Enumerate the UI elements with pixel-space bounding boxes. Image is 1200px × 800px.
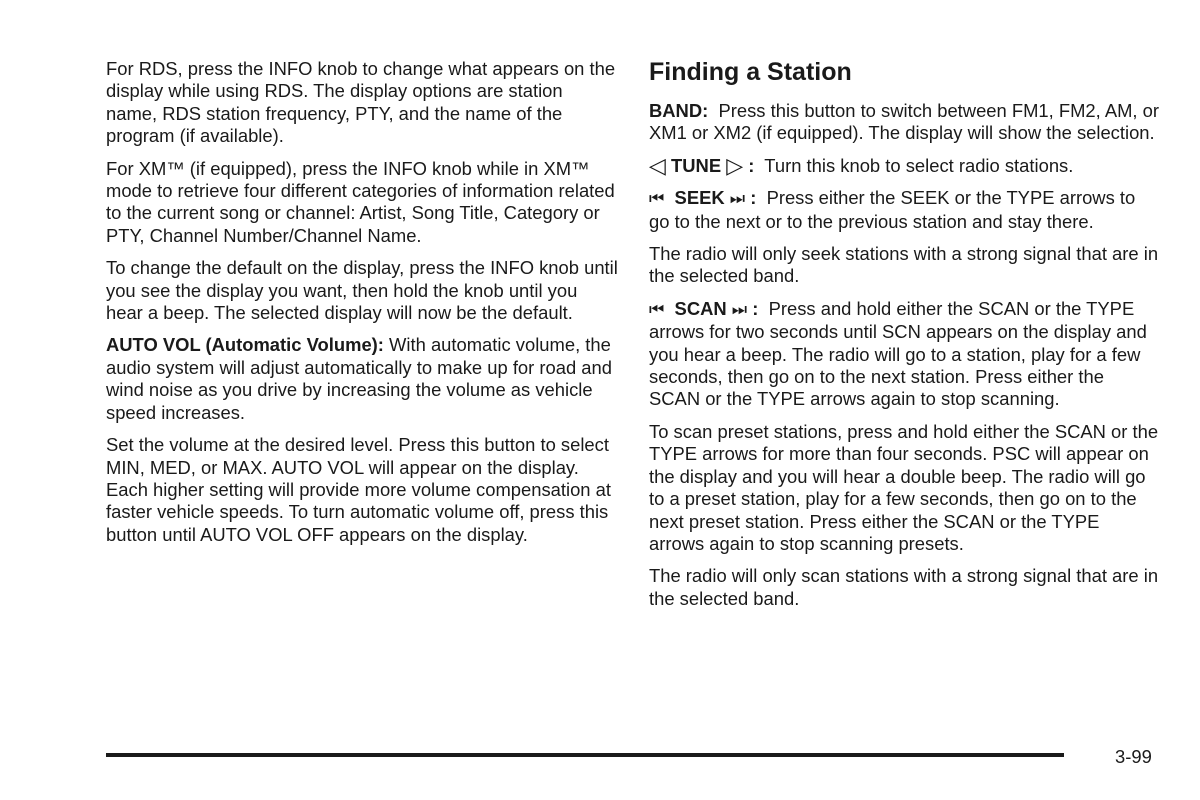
- scan-colon: :: [752, 297, 759, 319]
- seek-next-icon: ⏭: [729, 189, 746, 210]
- band-label: BAND:: [649, 100, 709, 121]
- seek-paragraph: [649, 187, 1159, 233]
- seek-colon: :: [750, 187, 757, 209]
- seek-note-paragraph: The radio will only seek stations with a strong signal that are in the selected band.: [649, 243, 1159, 287]
- scan-paragraph: [649, 298, 1159, 411]
- tune-label: TUNE: [671, 154, 722, 176]
- band-text: Press this button to switch between FM1, FM2, AM, or XM1 or XM2 (if equipped). The display will show the selection.: [649, 100, 1160, 144]
- volume-level-paragraph: Set the volume at the desired level. Press this button to select MIN, MED, or MAX. AUTO VOL will appear on the display. Each higher setting will provide more volume compensation at faster vehicle speeds. To turn automatic volume off, press this button until AUTO VOL OFF appears on the display.: [106, 434, 611, 545]
- right-column: [649, 56, 1159, 620]
- rds-paragraph: For RDS, press the INFO knob to change what appears on the display while using RDS. The display options are station name, RDS station frequency, PTY, and the name of the program (if available).: [106, 58, 616, 147]
- tune-colon: :: [748, 154, 755, 176]
- tune-paragraph: [649, 152, 1159, 178]
- band-paragraph: [649, 100, 1159, 145]
- scan-preset-paragraph: To scan preset stations, press and hold either the SCAN or the TYPE arrows for more than four seconds. PSC will appear on the display and you will hear a double beep. The radio will go to a preset station, play for a few seconds, then go on to the next preset station. Press either the SCAN or the TYPE arrows again to stop scanning presets.: [649, 420, 1159, 554]
- auto-vol-label: AUTO VOL (Automatic Volume):: [106, 334, 384, 356]
- tune-text: Turn this knob to select radio stations.: [764, 154, 1074, 176]
- scan-label: SCAN: [674, 297, 727, 319]
- scan-next-icon: ⏭: [731, 299, 748, 320]
- left-column: [106, 58, 618, 556]
- auto-vol-text: With automatic volume, the audio system will adjust automatically to make up for road and wind noise as you drive by increasing the volume as vehicle speed increases.: [106, 334, 612, 423]
- seek-prev-icon: ⏮: [649, 189, 665, 210]
- default-display-paragraph: To change the default on the display, press the INFO knob until you see the display you want, then hold the knob until you hear a beep. The selected display will now be the default.: [106, 257, 618, 324]
- xm-paragraph: For XM™ (if equipped), press the INFO knob while in XM™ mode to retrieve four different categories of information related to the current song or channel: Artist, Song Title, Category or PTY, Channel Number/Channel Name.: [106, 157, 615, 246]
- tune-right-arrow-icon: ▷: [726, 152, 744, 178]
- page-number: 3-99: [1115, 746, 1152, 767]
- auto-vol-paragraph: [106, 334, 618, 424]
- footer-rule: [106, 753, 1064, 757]
- tune-left-arrow-icon: ◁: [649, 152, 666, 178]
- seek-label: SEEK: [674, 187, 725, 209]
- scan-text: Press and hold either the SCAN or the TYPE arrows for two seconds until SCN appears on the display and you hear a beep. The radio will go to a station, play for a few seconds, then go on to the next station. Press either the SCAN or the TYPE arrows again to stop scanning.: [649, 297, 1147, 410]
- section-heading: Finding a Station: [649, 58, 852, 86]
- scan-prev-icon: ⏮: [649, 299, 665, 320]
- seek-text: Press either the SEEK or the TYPE arrows to go to the next or to the previous station and stay there.: [649, 187, 1136, 232]
- scan-note-paragraph: The radio will only scan stations with a strong signal that are in the selected band.: [649, 565, 1159, 609]
